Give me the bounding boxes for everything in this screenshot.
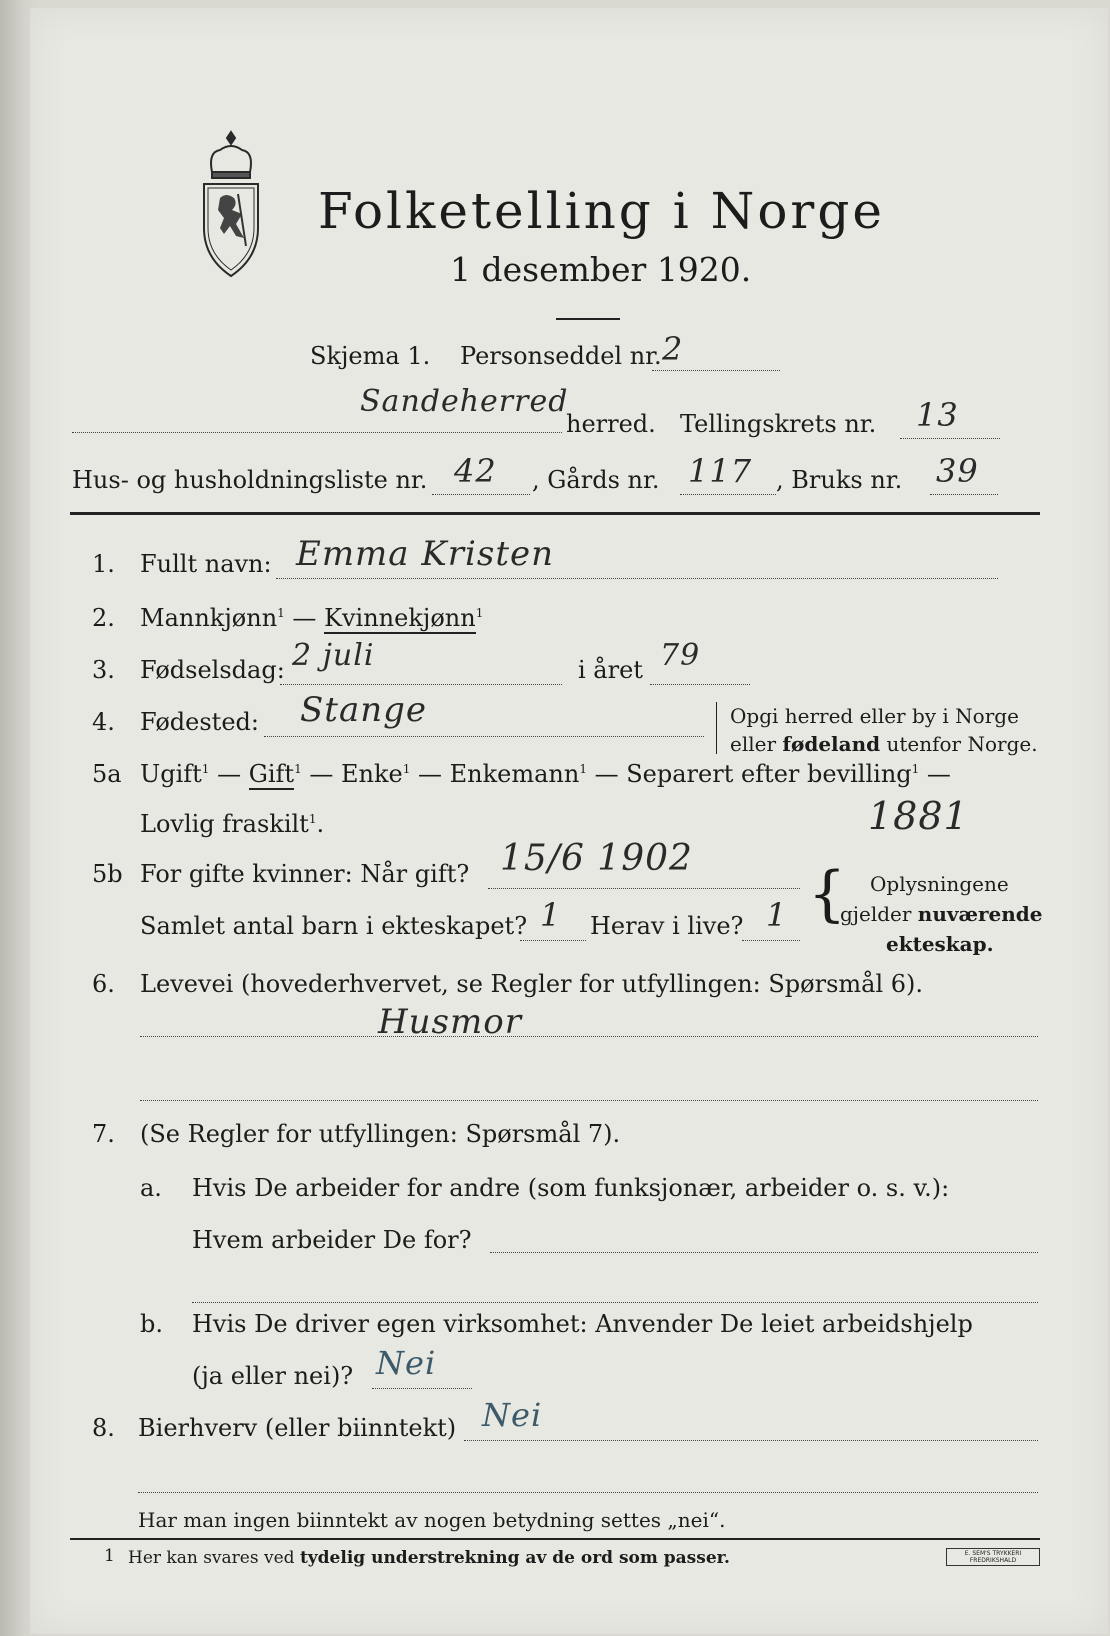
q1-label: Fullt navn: <box>140 550 272 578</box>
q2-option-male: Mannkjønn <box>140 604 278 632</box>
q3-line <box>280 684 562 685</box>
q6-number: 6. <box>92 970 115 998</box>
q2-options: Mannkjønn$^1$ — Kvinnekjønn$^1$ <box>140 604 484 632</box>
q7b-letter: b. <box>140 1310 163 1338</box>
gards-value: 117 <box>688 452 753 490</box>
q5b-label-married: For gifte kvinner: Når gift? <box>140 860 470 888</box>
tellingskrets-label: Tellingskrets nr. <box>680 410 877 438</box>
q5b-married-value: 15/6 1902 <box>500 838 693 879</box>
q6-value: Husmor <box>378 1002 522 1042</box>
footnote-rule <box>70 1538 1040 1540</box>
q6-line1 <box>140 1036 1038 1037</box>
herred-line <box>72 432 562 433</box>
q5a-option-separert: Separert efter bevilling <box>626 760 912 788</box>
q5b-children-value: 1 <box>540 896 562 934</box>
q3-year-line <box>650 684 750 685</box>
q3-number: 3. <box>92 656 115 684</box>
husliste-value: 42 <box>454 452 497 490</box>
footnote-text: Her kan svares ved tydelig understrekning av de ord som passer. <box>128 1548 730 1568</box>
q5b-label-alive: Herav i live? <box>590 912 744 940</box>
q5b-alive-value: 1 <box>766 896 788 934</box>
q7b-label-line2: (ja eller nei)? <box>192 1362 354 1390</box>
q7b-label-line1: Hvis De driver egen virksomhet: Anvender De leiet arbeidshjelp <box>192 1310 973 1338</box>
q7a-line2 <box>192 1302 1038 1303</box>
q7-label: (Se Regler for utfyllingen: Spørsmål 7). <box>140 1120 621 1148</box>
husliste-label: Hus- og husholdningsliste nr. <box>72 466 428 494</box>
q4-value: Stange <box>300 690 428 730</box>
q7a-line1 <box>490 1252 1038 1253</box>
q8-value: Nei <box>482 1396 543 1434</box>
q8-line2 <box>138 1492 1038 1493</box>
q7a-label-line1: Hvis De arbeider for andre (som funksjonær, arbeider o. s. v.): <box>192 1174 950 1202</box>
bruks-label: , Bruks nr. <box>776 466 903 494</box>
husliste-line <box>432 494 530 495</box>
q6-line2 <box>140 1100 1038 1101</box>
gards-label: , Gårds nr. <box>532 466 660 494</box>
q3-year-value: 79 <box>660 638 701 673</box>
q5b-note-brace: { <box>808 859 847 929</box>
form-title: Folketelling i Norge <box>318 182 885 240</box>
q7a-letter: a. <box>140 1174 162 1202</box>
q5a-option-gift: Gift <box>248 760 295 788</box>
q5a-number: 5a <box>92 760 122 788</box>
q5b-note-line2: gjelder nuværende <box>840 902 1043 926</box>
footnote-mark: 1 <box>104 1546 115 1566</box>
q5b-label-children: Samlet antal barn i ekteskapet? <box>140 912 528 940</box>
q2-option-female: Kvinnekjønn <box>324 604 476 632</box>
personseddel-label: Personseddel nr. <box>460 342 662 370</box>
q6-label: Levevei (hovederhvervet, se Regler for utfyllingen: Spørsmål 6). <box>140 970 924 998</box>
skjema-label: Skjema 1. <box>310 342 431 370</box>
q4-note-line2: eller fødeland utenfor Norge. <box>730 732 1038 756</box>
q8-note: Har man ingen biinntekt av nogen betydning settes „nei“. <box>138 1508 726 1532</box>
q1-number: 1. <box>92 550 115 578</box>
tellingskrets-line <box>900 438 1000 439</box>
q5b-alive-line <box>742 940 800 941</box>
q3-year-label: i året <box>578 656 643 684</box>
q8-line1 <box>464 1440 1038 1441</box>
tellingskrets-value: 13 <box>916 396 959 434</box>
q5b-note-line3: ekteskap. <box>886 932 994 956</box>
q5a-option-ugift: Ugift <box>140 760 202 788</box>
printer-stamp: E. SEM'S TRYKKERI FREDRIKSHALD <box>946 1548 1040 1566</box>
q8-number: 8. <box>92 1414 115 1442</box>
q8-label: Bierhverv (eller biinntekt) <box>138 1414 457 1442</box>
q7b-line <box>372 1388 472 1389</box>
q4-line <box>264 736 704 737</box>
q5b-note-line1: Oplysningene <box>870 872 1009 896</box>
q1-line <box>276 578 998 579</box>
q7-number: 7. <box>92 1120 115 1148</box>
q5a-option-enkemann: Enkemann <box>449 760 580 788</box>
header-rule <box>70 512 1040 515</box>
q5a-option-enke: Enke <box>340 760 403 788</box>
herred-value: Sandeherred <box>360 384 569 419</box>
personseddel-value: 2 <box>662 330 684 368</box>
q5a-annotation: 1881 <box>868 794 969 838</box>
q5a-option-fraskilt: Lovlig fraskilt$^1$. <box>140 810 325 838</box>
title-divider <box>556 318 620 320</box>
gards-line <box>680 494 776 495</box>
q4-note-bracket <box>716 702 720 754</box>
q1-value: Emma Kristen <box>296 534 555 574</box>
q4-label: Fødested: <box>140 708 259 736</box>
q4-number: 4. <box>92 708 115 736</box>
q4-note-line1: Opgi herred eller by i Norge <box>730 704 1019 728</box>
q5b-children-line <box>520 940 586 941</box>
bruks-value: 39 <box>936 452 979 490</box>
personseddel-line <box>652 370 780 371</box>
q5a-options: Ugift$^1$ — Gift$^1$ — Enke$^1$ — Enkemann$^1$ — Separert efter bevilling$^1$ — <box>140 760 951 788</box>
bruks-line <box>930 494 998 495</box>
q3-label: Fødselsdag: <box>140 656 285 684</box>
q5b-number: 5b <box>92 860 123 888</box>
q7b-value: Nei <box>376 1344 437 1382</box>
q2-number: 2. <box>92 604 115 632</box>
q3-value: 2 juli <box>292 638 375 673</box>
q7a-label-line2: Hvem arbeider De for? <box>192 1226 472 1254</box>
q5b-married-line <box>488 888 800 889</box>
census-date: 1 desember 1920. <box>450 250 752 289</box>
herred-label: herred. <box>566 410 656 438</box>
coat-of-arms-icon <box>198 128 264 280</box>
